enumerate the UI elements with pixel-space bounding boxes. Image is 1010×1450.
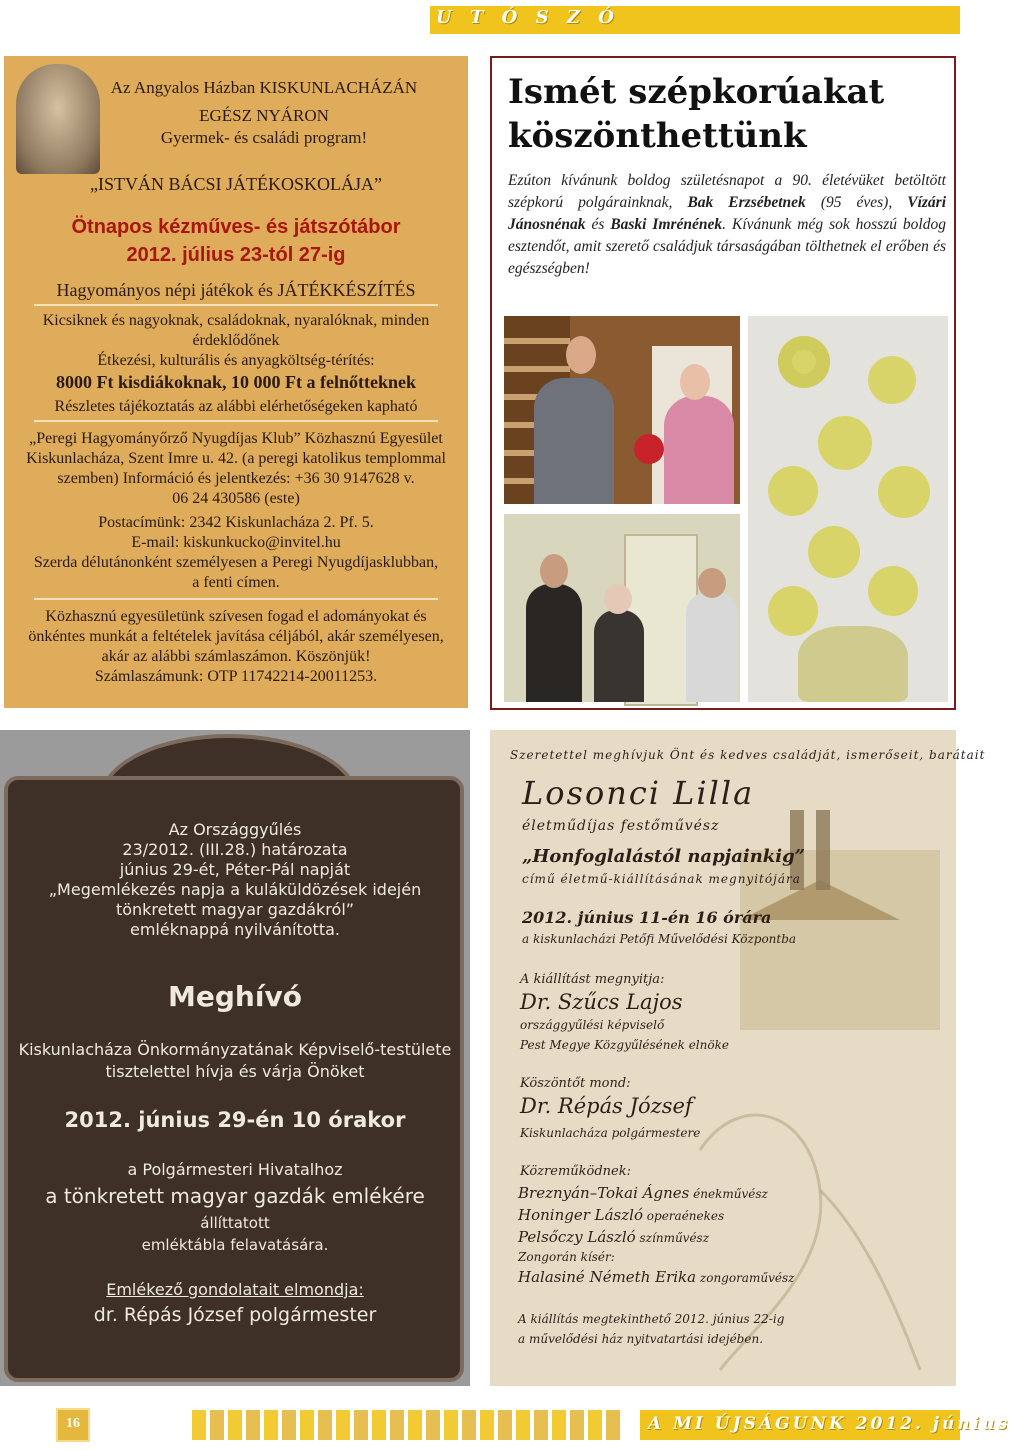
opener-role-1: országgyűlési képviselő xyxy=(520,1018,665,1032)
honoree-name: Baski Imrénének xyxy=(610,216,723,233)
section-title: U T Ó S Z Ó xyxy=(436,7,620,28)
opener-name: Dr. Szűcs Lajos xyxy=(520,990,683,1014)
camp-dates: 2012. július 23-tól 27-ig xyxy=(126,244,346,266)
article-title-line-2: köszönthettünk xyxy=(508,116,807,156)
plaque-speaker: dr. Répás József polgármester xyxy=(93,1304,377,1326)
plaque-line-12: emléktábla felavatására. xyxy=(141,1236,329,1254)
greeter-role: Kiskunlacháza polgármestere xyxy=(520,1126,701,1140)
magazine-title: A MI ÚJSÁGUNK 2012. június xyxy=(648,1414,1010,1434)
plaque-line-9: a Polgármesteri Hivatalhoz xyxy=(127,1160,343,1179)
performer-1: Breznyán–Tokai Ágnes énekművész xyxy=(518,1184,768,1202)
plaque-line-3: június 29-ét, Péter-Pál napját xyxy=(119,860,351,879)
camp-line-16: 06 24 430586 (este) xyxy=(172,490,300,507)
camp-line-12: Részletes tájékoztatás az alábbi elérhetőségeken kapható xyxy=(54,398,418,415)
visit-info-1: A kiállítás megtekinthető 2012. június 22-ig xyxy=(518,1312,785,1326)
plaque-line-8: tisztelettel hívja és várja Önöket xyxy=(105,1062,365,1081)
performer-2: Honinger László operaénekes xyxy=(518,1206,725,1224)
camp-line-1: Az Angyalos Házban KISKUNLACHÁZÁN xyxy=(110,78,418,97)
plaque-line-2: 23/2012. (III.28.) határozata xyxy=(122,840,348,859)
plaque-heading: Meghívó xyxy=(168,980,302,1013)
plaque-line-10: a tönkretett magyar gazdák emlékére xyxy=(45,1184,425,1208)
camp-line-2: EGÉSZ NYÁRON xyxy=(199,106,329,125)
plaque-date: 2012. június 29-én 10 órakor xyxy=(64,1108,406,1132)
birthday-article xyxy=(490,56,956,710)
plaque-line-5: tönkretett magyar gazdákról” xyxy=(115,900,355,919)
camp-line-3: Gyermek- és családi program! xyxy=(160,128,368,147)
artist-role: életműdíjas festőművész xyxy=(522,818,720,834)
camp-line-23: akár az alábbi számlaszámon. Köszönjük! xyxy=(101,648,371,665)
exhibit-subtitle: című életmű-kiállításának megnyitójára xyxy=(522,872,801,886)
artist-name: Losonci Lilla xyxy=(522,774,755,812)
camp-line-20: a fenti címen. xyxy=(192,574,280,591)
camp-line-7: Hagyományos népi játékok és JÁTÉKKÉSZÍTÉS xyxy=(56,280,416,300)
greeter-label: Köszöntőt mond: xyxy=(520,1076,631,1091)
performers-label: Közreműködnek: xyxy=(520,1164,631,1179)
opener-role-2: Pest Megye Közgyűlésének elnöke xyxy=(520,1038,729,1052)
photo-celebration-2 xyxy=(504,514,740,702)
plaque-line-1: Az Országgyűlés xyxy=(168,820,302,839)
camp-postal-address: Postacímünk: 2342 Kiskunlacháza 2. Pf. 5. xyxy=(98,514,374,531)
visit-info-2: a művelődési ház nyitvatartási idejében. xyxy=(518,1332,764,1346)
divider xyxy=(34,598,438,600)
camp-line-13: „Peregi Hagyományőrző Nyugdíjas Klub” Közhasznú Egyesület xyxy=(29,430,443,447)
camp-line-9: érdeklődőnek xyxy=(192,332,280,349)
camp-price: 8000 Ft kisdiákoknak, 10 000 Ft a felnőtteknek xyxy=(55,372,417,392)
honoree-name: Vízári Jánosnénak xyxy=(508,194,946,233)
plaque-line-7: Kiskunlacháza Önkormányzatának Képviselő-testülete xyxy=(18,1040,452,1059)
camp-account: Számlaszámunk: OTP 11742214-20011253. xyxy=(94,668,378,685)
camp-line-15: szemben) Információ és jelentkezés: +36 30 9147628 v. xyxy=(57,470,415,487)
greeter-name: Dr. Répás József xyxy=(520,1094,693,1118)
camp-heading: Ötnapos kézműves- és játszótábor xyxy=(71,216,401,238)
camp-announcement xyxy=(4,56,468,708)
performer-4: Halasiné Németh Erika zongoraművész xyxy=(518,1268,795,1286)
divider xyxy=(34,420,438,422)
plaque-line-4: „Megemlékezés napja a kuláküldözések idején xyxy=(48,880,422,899)
exhibit-venue: a kiskunlacházi Petőfi Művelődési Központba xyxy=(522,932,797,946)
article-title xyxy=(508,70,884,158)
invite-intro: Szeretettel meghívjuk Önt és kedves családját, ismerőseit, barátait xyxy=(510,748,986,762)
performer-3: Pelsőczy László színművész xyxy=(518,1228,710,1246)
plaque-line-6: emléknappá nyilvánította. xyxy=(130,920,340,939)
opener-label: A kiállítást megnyitja: xyxy=(520,972,665,987)
plaque-line-13: Emlékező gondolatait elmondja: xyxy=(106,1280,364,1299)
exhibit-title: „Honfoglalástól napjainkig” xyxy=(522,846,806,867)
camp-line-22: önkéntes munkát a feltételek javítása céljából, akár személyesen, xyxy=(28,628,444,645)
piano-label: Zongorán kísér: xyxy=(518,1250,615,1264)
camp-line-10: Étkezési, kulturális és anyagköltség-térítés: xyxy=(97,352,375,369)
camp-line-4: „ISTVÁN BÁCSI JÁTÉKOSKOLÁJA” xyxy=(90,174,382,194)
article-body: Ezúton kívánunk boldog születésnapot a 90. életévüket betöltött szépkorú polgárainknak, Bak Erzsébetnek (95 éves), Vízári Jánosnénak és Baski Imrénének. Kívánunk még sok hosszú boldog esztendőt, amit szerető családjuk társaságában tölthetnek el erőben és egészségben! xyxy=(508,172,946,277)
divider xyxy=(34,304,438,306)
page-number: 16 xyxy=(66,1416,80,1431)
honoree-name: Bak Erzsébetnek xyxy=(687,194,806,211)
photo-orchids xyxy=(748,316,948,702)
photo-celebration-1 xyxy=(504,316,740,504)
footer-ornament xyxy=(192,1410,622,1440)
camp-line-14: Kiskunlacháza, Szent Imre u. 42. (a peregi katolikus templommal xyxy=(26,450,446,467)
camp-email[interactable]: E-mail: kiskunkucko@invitel.hu xyxy=(131,534,341,551)
camp-line-19: Szerda délutánonként személyesen a Peregi Nyugdíjasklubban, xyxy=(33,554,439,571)
plaque-line-11: állíttatott xyxy=(200,1214,270,1232)
exhibit-date: 2012. június 11-én 16 órára xyxy=(522,908,772,927)
camp-line-21: Közhasznú egyesületünk szívesen fogad el adományokat és xyxy=(45,608,427,625)
article-title-line-1: Ismét szépkorúakat xyxy=(508,72,885,112)
camp-line-8: Kicsiknek és nagyoknak, családoknak, nyaralóknak, minden xyxy=(42,312,430,329)
